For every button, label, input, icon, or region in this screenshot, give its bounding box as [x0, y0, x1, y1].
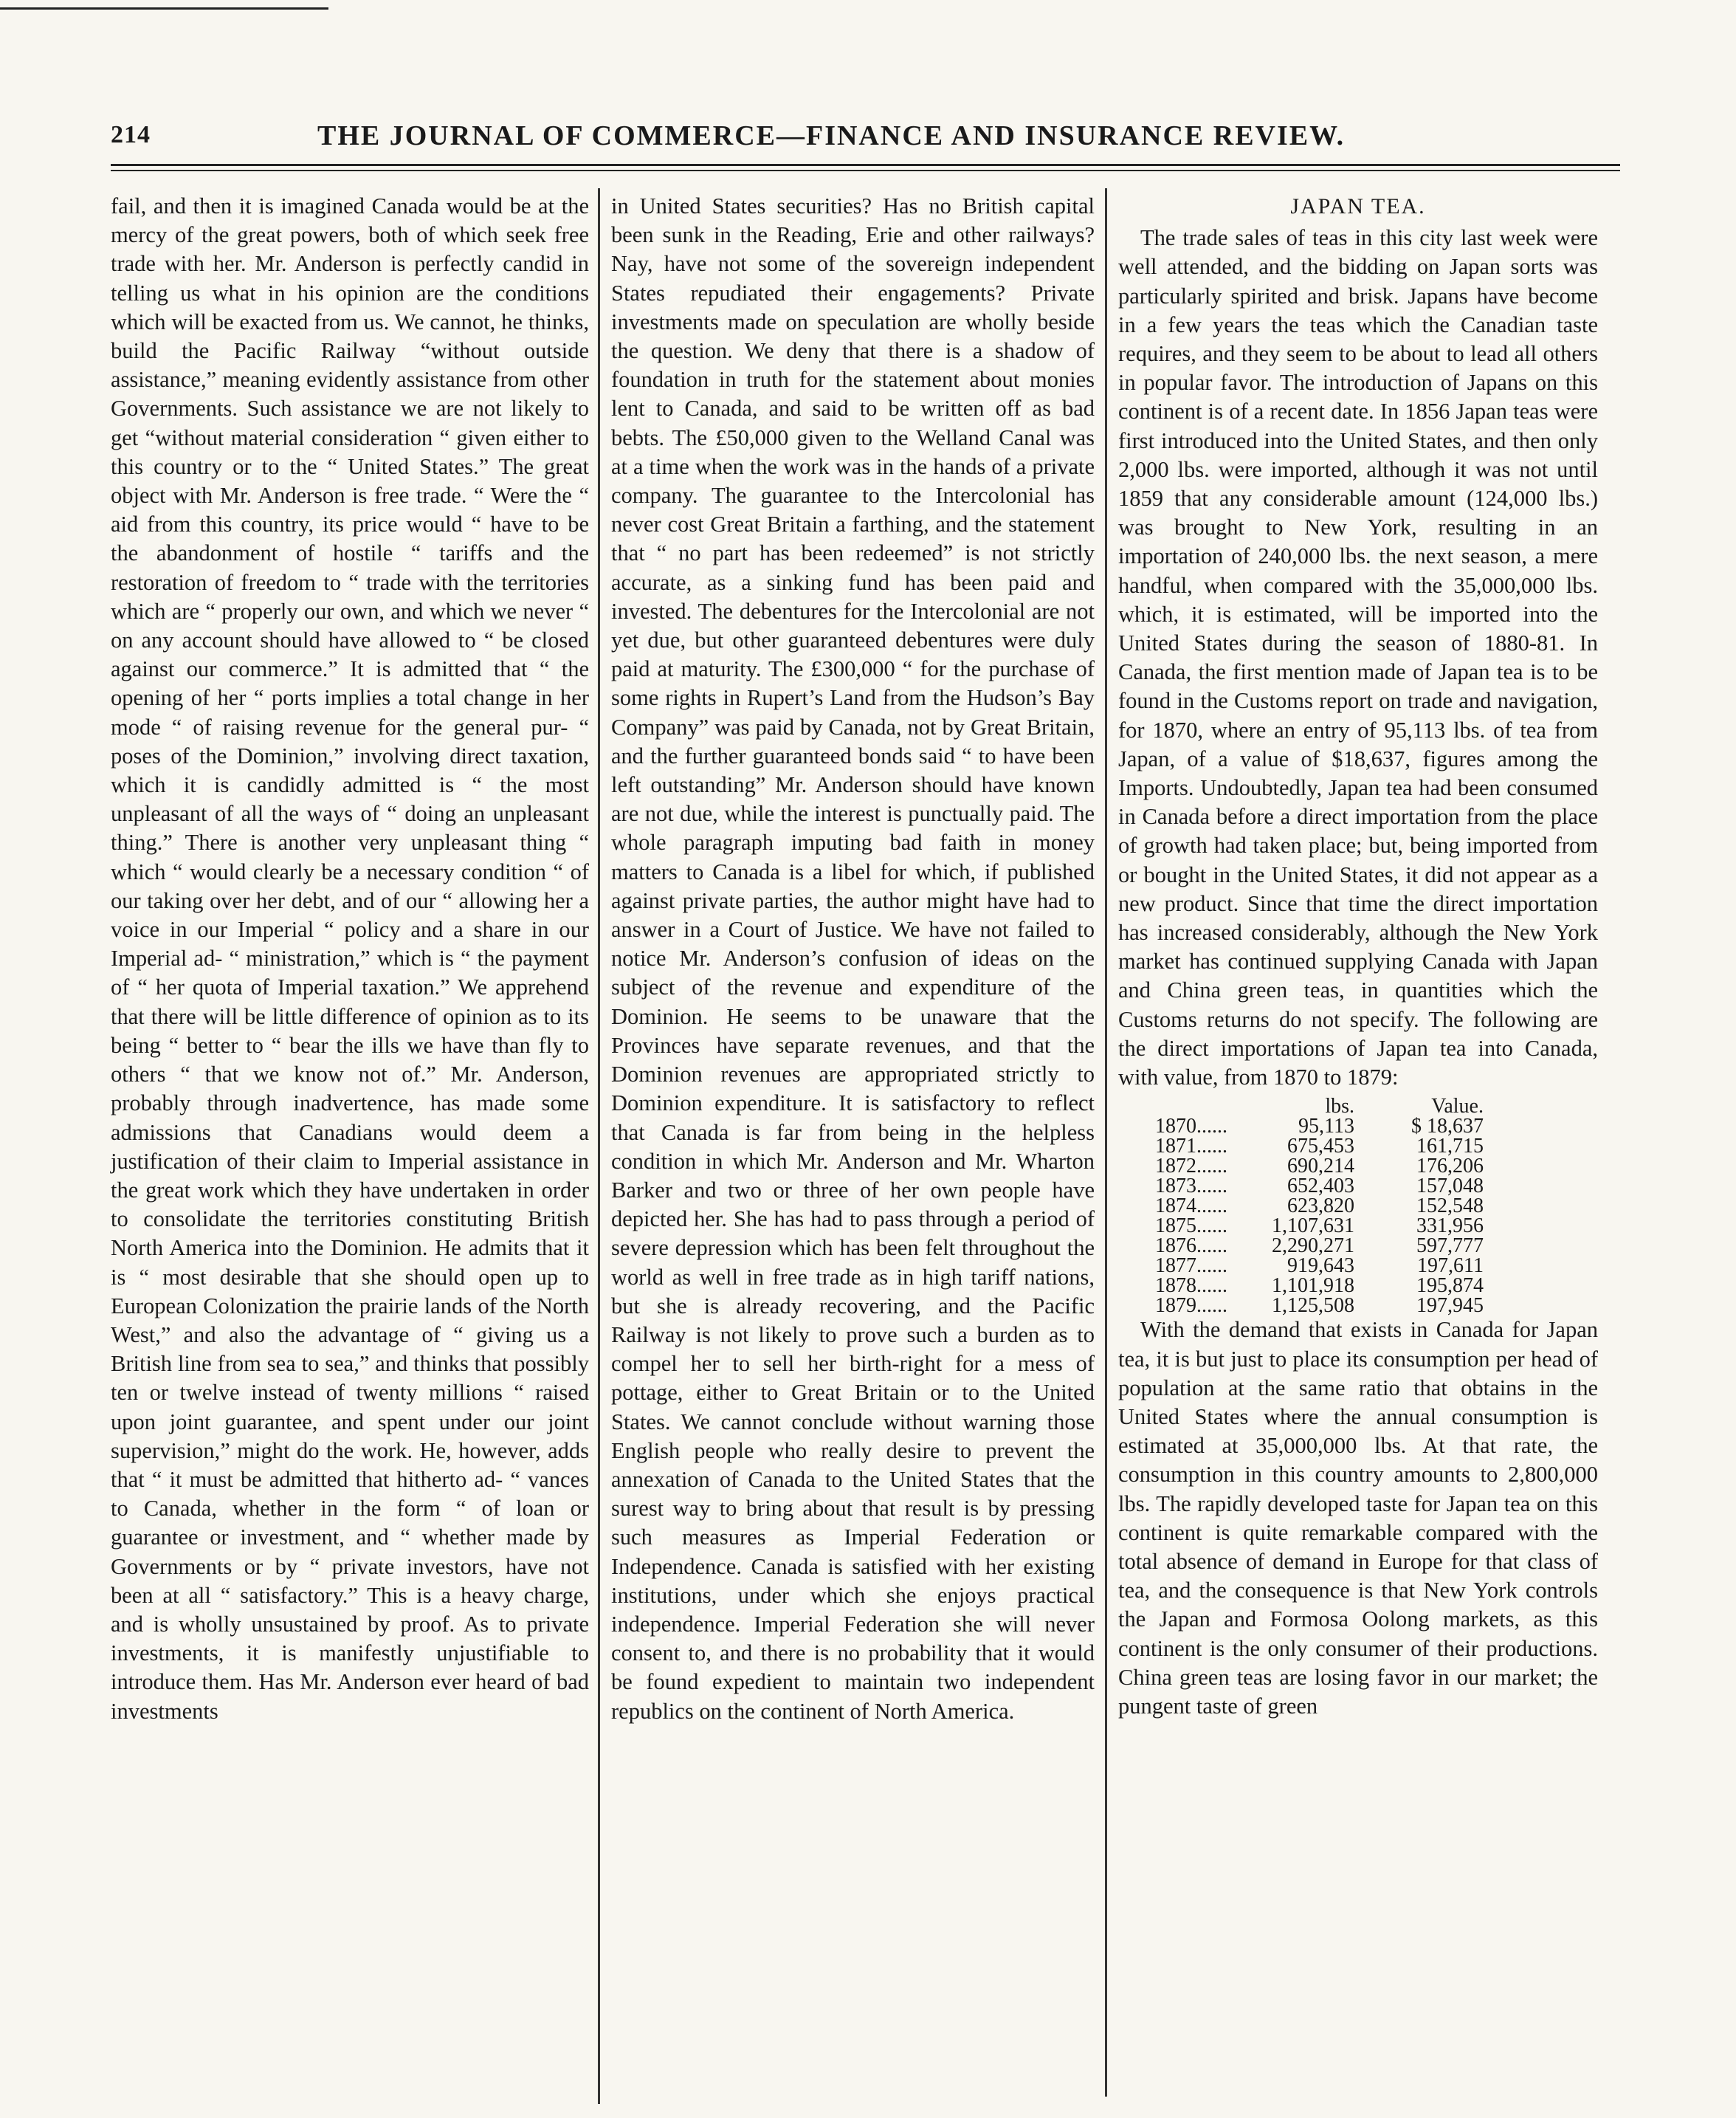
- column-right: [1118, 192, 1598, 1721]
- journal-title: THE JOURNAL OF COMMERCE—FINANCE AND INSURANCE REVIEW.: [317, 120, 1346, 151]
- page-header: [111, 118, 1620, 162]
- table-header-cell: [1155, 1096, 1244, 1116]
- article-paragraph: The trade sales of teas in this city last week were well attended, and the bidding on Japan sorts was particularly spirited and brisk. Japans have become in a few years the teas which the Canadian taste requires, and they seem to be about to lead all others in popular favor. The introduction of Japans on this continent is of a recent date. In 1856 Japan teas were first introduced into the United States, and then only 2,000 lbs. were imported, although it was not until 1859 that any considerable amount (124,000 lbs.) was brought to New York, resulting in an importation of 240,000 lbs. the next season, a mere handful, when compared with the 35,000,000 lbs. which, it is estimated, will be imported into the United States during the season of 1880-81. In Canada, the first mention made of Japan tea is to be found in the Customs report on trade and navigation, for 1870, where an entry of 95,113 lbs. of tea from Japan, of a value of $18,637, figures among the Imports. Undoubtedly, Japan tea had been consumed in Canada before a direct importation from the place of growth had taken place; but, being imported from or bought in the United States, it did not appear as a new product. Since that time the direct importation has increased considerably, although the New York market has continued supplying Canada with Japan and China green teas, in quantities which the Customs returns do not specify. The following are the direct importations of Japan tea into Canada, with value, from 1870 to 1879:: [1118, 225, 1598, 1090]
- table-row: [1155, 1196, 1484, 1216]
- table-cell: 152,548: [1416, 1194, 1484, 1218]
- table-cell: 157,048: [1416, 1175, 1484, 1198]
- table-row: [1155, 1256, 1484, 1276]
- table-cell: 919,643: [1287, 1254, 1354, 1278]
- table-cell: 675,453: [1287, 1135, 1354, 1158]
- table-cell: 2,290,271: [1272, 1234, 1354, 1258]
- table-cell: 95,113: [1298, 1115, 1354, 1138]
- table-cell: 1,107,631: [1272, 1214, 1354, 1238]
- table-cell: 197,945: [1416, 1294, 1484, 1318]
- header-rule: [111, 164, 1620, 166]
- table-row: [1155, 1116, 1484, 1136]
- table-cell: 1874......: [1155, 1194, 1227, 1218]
- article-heading: JAPAN TEA.: [1290, 194, 1426, 219]
- article-paragraph: With the demand that exists in Canada for Japan tea, it is but just to place its consumption per head of population at the same ratio that obtains in the United States where the annual consumption is estimated at 35,000,000 lbs. At that rate, the consumption in this country amounts to 2,800,000 lbs. The rapidly developed taste for Japan tea on this continent is quite remarkable compared with the total absence of demand in Europe for that class of tea, and the consequence is that New York controls the Japan and Formosa Oolong markets, as this continent is the only consumer of their productions. China green teas are losing favor in our market; the pungent taste of green: [1118, 1317, 1598, 1719]
- table-row: [1155, 1296, 1484, 1316]
- table-cell: 1870......: [1155, 1115, 1227, 1138]
- table-cell: 1877......: [1155, 1254, 1227, 1278]
- table-cell: 623,820: [1287, 1194, 1354, 1218]
- table-cell: 597,777: [1416, 1234, 1484, 1258]
- table-cell: 1879......: [1155, 1294, 1227, 1318]
- article-continuation-text: fail, and then it is imagined Canada would be at the mercy of the great powers, both of which seek free trade with her. Mr. Anderson is perfectly candid in telling us what in his opinion are the conditions which will be exacted from us. We cannot, he thinks, build the Pacific Railway “without outside assistance,” meaning evidently assistance from other Governments. Such assistance we are not likely to get “without material consideration “ given either to this country or to the “ United States.” The great object with Mr. Anderson is free trade. “ Were the “ aid from this country, its price would “ have to be the abandonment of hostile “ tariffs and the restoration of freedom to “ trade with the territories which are “ properly our own, and which we never “ on any account should have allowed to “ be closed against our commerce.” It is admitted that “ the opening of her “ ports implies a total change in her mode “ of raising revenue for the general pur- “ poses of the Dominion,” involving direct taxation, which it is candidly admitted is “ the most unpleasant of all the ways of “ doing an unpleasant thing.” There is another very unpleasant thing “ which “ would clearly be a necessary condition “ of our taking over her debt, and of our “ allowing her a voice in our Imperial “ policy and a share in our Imperial ad- “ ministration,” which is “ the payment of “ her quota of Imperial taxation.” We apprehend that there will be little difference of opinion as to its being “ better to “ bear the ills we have than fly to others “ that we know not of.” Mr. Anderson, probably through inadvertence, has made some admissions that Canadians would deem a justification of their claim to Imperial assistance in the great work which they have undertaken in order to consolidate the territories constituting British North America into the Dominion. He admits that it is “ most desirable that she should open up to European Colonization the prairie lands of the North West,” and also the advantage of “ giving us a British line from sea to sea,” and thinks that possibly ten or twelve instead of twenty millions “ raised upon joint guarantee, and spent under our joint supervision,” might do the work. He, however, adds that “ it must be admitted that hitherto ad- “ vances to Canada, whether in the form “ of loan or guarantee or investment, and “ whether made by Governments or by “ private investors, have not been at all “ satisfactory.” This is a heavy charge, and is wholly unsustained by proof. As to private investments, it is manifestly unjustifiable to introduce them. Has Mr. Anderson ever heard of bad investments: [111, 193, 589, 1724]
- table-row: [1155, 1156, 1484, 1176]
- table-cell: 161,715: [1416, 1135, 1484, 1158]
- column-middle: [611, 192, 1095, 1726]
- table-cell: 331,956: [1416, 1214, 1484, 1238]
- table-cell: 1872......: [1155, 1155, 1227, 1178]
- table-row: [1155, 1136, 1484, 1156]
- header-rule-double: [111, 170, 1620, 171]
- table-header-row: [1155, 1096, 1484, 1116]
- table-cell: 1871......: [1155, 1135, 1227, 1158]
- table-cell: 1875......: [1155, 1214, 1227, 1238]
- column-left: [111, 192, 589, 1726]
- table-cell: 1,125,508: [1272, 1294, 1354, 1318]
- column-divider: [1105, 188, 1107, 2097]
- table-row: [1155, 1216, 1484, 1236]
- table-cell: $ 18,637: [1411, 1115, 1484, 1138]
- table-cell: 195,874: [1416, 1274, 1484, 1298]
- table-body: [1155, 1116, 1484, 1316]
- page-number: 214: [111, 121, 151, 148]
- table-header-cell: Value.: [1431, 1095, 1484, 1118]
- table-row: [1155, 1276, 1484, 1296]
- table-cell: 1876......: [1155, 1234, 1227, 1258]
- table-cell: 1873......: [1155, 1175, 1227, 1198]
- table-row: [1155, 1236, 1484, 1256]
- table-cell: 176,206: [1416, 1155, 1484, 1178]
- table-cell: 1878......: [1155, 1274, 1227, 1298]
- table-cell: 1,101,918: [1272, 1274, 1354, 1298]
- table-cell: 690,214: [1287, 1155, 1354, 1178]
- table-header-cell: lbs.: [1325, 1095, 1354, 1118]
- column-divider: [598, 188, 600, 2104]
- table-cell: 652,403: [1287, 1175, 1354, 1198]
- top-edge-rule: [0, 7, 328, 10]
- table-cell: 197,611: [1417, 1254, 1484, 1278]
- table-row: [1155, 1176, 1484, 1196]
- tea-imports-table: [1155, 1096, 1484, 1316]
- article-continuation-text: in United States securities? Has no British capital been sunk in the Reading, Erie and other railways? Nay, have not some of the sovereign independent States repudiated their engagements? Private investments made on speculation are wholly beside the question. We deny that there is a shadow of foundation in truth for the statement about monies lent to Canada, and said to be written off as bad bebts. The £50,000 given to the Welland Canal was at a time when the work was in the hands of a private company. The guarantee to the Intercolonial has never cost Great Britain a farthing, and the statement that “ no part has been redeemed” is not strictly accurate, as a sinking fund has been paid and invested. The debentures for the Intercolonial are not yet due, but other guaranteed debentures were duly paid at maturity. The £300,000 “ for the purchase of some rights in Rupert’s Land from the Hudson’s Bay Company” was paid by Canada, not by Great Britain, and the further guaranteed bonds said “ to have been left outstanding” Mr. Anderson should have known are not due, while the interest is punctually paid. The whole paragraph imputing bad faith in money matters to Canada is a libel for which, if published against private parties, the author might have had to answer in a Court of Justice. We have not failed to notice Mr. Anderson’s confusion of ideas on the subject of the revenue and expenditure of the Dominion. He seems to be unaware that the Provinces have separate revenues, and that the Dominion revenues are appropriated strictly to Dominion expenditure. It is satisfactory to reflect that Canada is far from being in the helpless condition in which Mr. Anderson and Mr. Wharton Barker and two or three of her own people have depicted her. She has had to pass through a period of severe depression which has been felt throughout the world as well in free trade as in high tariff nations, but she is already recovering, and the Pacific Railway is not likely to prove such a burden as to compel her to sell her birth-right for a mess of pottage, either to Great Britain or to the United States. We cannot conclude without warning those English people who really desire to prevent the annexation of Canada to the United States that the surest way to bring about that result is by pressing such measures as Imperial Federation or Independence. Canada is satisfied with her existing institutions, under which she enjoys practical independence. Imperial Federation she will never consent to, and there is no probability that it would be found expedient to maintain two independent republics on the continent of North America.: [611, 193, 1095, 1724]
